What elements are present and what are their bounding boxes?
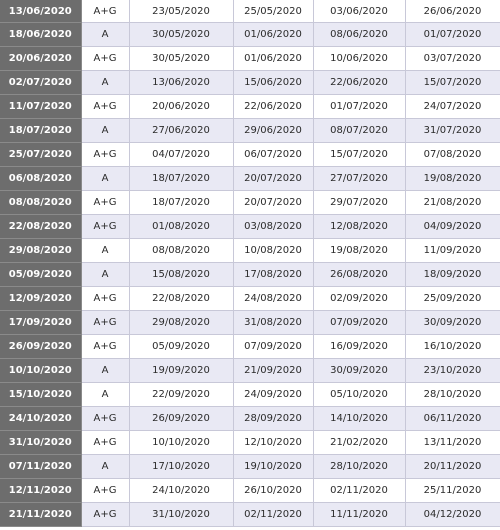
row-date-2: 19/10/2020 — [233, 455, 313, 479]
row-date: 22/08/2020 — [0, 215, 81, 239]
row-date: 15/10/2020 — [0, 383, 81, 407]
row-date-1: 31/10/2020 — [129, 503, 233, 527]
row-date-4: 25/09/2020 — [405, 287, 500, 311]
table-row — [0, 71, 500, 95]
row-type: A+G — [81, 431, 129, 455]
row-type: A+G — [81, 335, 129, 359]
row-date-1: 08/08/2020 — [129, 239, 233, 263]
row-date-4: 24/07/2020 — [405, 95, 500, 119]
row-date-4: 19/08/2020 — [405, 167, 500, 191]
table-row — [0, 47, 500, 71]
row-date-1: 10/10/2020 — [129, 431, 233, 455]
table-row — [0, 431, 500, 455]
row-type: A+G — [81, 407, 129, 431]
row-date-1: 30/05/2020 — [129, 47, 233, 71]
row-date-3: 28/10/2020 — [313, 455, 405, 479]
row-date-2: 24/08/2020 — [233, 287, 313, 311]
row-date-4: 30/09/2020 — [405, 311, 500, 335]
row-date-2: 15/06/2020 — [233, 71, 313, 95]
row-date-1: 20/06/2020 — [129, 95, 233, 119]
row-date-3: 16/09/2020 — [313, 335, 405, 359]
row-date-4: 23/10/2020 — [405, 359, 500, 383]
row-date-2: 26/10/2020 — [233, 479, 313, 503]
row-date-2: 28/09/2020 — [233, 407, 313, 431]
row-date-4: 07/08/2020 — [405, 143, 500, 167]
row-type: A+G — [81, 0, 129, 23]
row-date-3: 10/06/2020 — [313, 47, 405, 71]
row-type: A+G — [81, 191, 129, 215]
row-date-3: 03/06/2020 — [313, 0, 405, 23]
row-date-1: 22/09/2020 — [129, 383, 233, 407]
row-date: 24/10/2020 — [0, 407, 81, 431]
row-date-2: 24/09/2020 — [233, 383, 313, 407]
row-date-3: 07/09/2020 — [313, 311, 405, 335]
row-date-3: 30/09/2020 — [313, 359, 405, 383]
row-date-3: 15/07/2020 — [313, 143, 405, 167]
row-date: 10/10/2020 — [0, 359, 81, 383]
row-date: 31/10/2020 — [0, 431, 81, 455]
row-date-1: 13/06/2020 — [129, 71, 233, 95]
table-row — [0, 119, 500, 143]
table-row — [0, 0, 500, 23]
row-date-3: 14/10/2020 — [313, 407, 405, 431]
row-date-3: 08/07/2020 — [313, 119, 405, 143]
table-row — [0, 263, 500, 287]
row-date-2: 17/08/2020 — [233, 263, 313, 287]
row-date-3: 26/08/2020 — [313, 263, 405, 287]
row-date: 08/08/2020 — [0, 191, 81, 215]
row-date: 05/09/2020 — [0, 263, 81, 287]
row-date: 12/09/2020 — [0, 287, 81, 311]
table-row — [0, 287, 500, 311]
row-date-4: 04/09/2020 — [405, 215, 500, 239]
row-date-3: 12/08/2020 — [313, 215, 405, 239]
row-date-1: 30/05/2020 — [129, 23, 233, 47]
row-date-4: 18/09/2020 — [405, 263, 500, 287]
row-date-4: 11/09/2020 — [405, 239, 500, 263]
row-date-2: 29/06/2020 — [233, 119, 313, 143]
row-date-4: 03/07/2020 — [405, 47, 500, 71]
row-date-2: 01/06/2020 — [233, 47, 313, 71]
row-date-2: 01/06/2020 — [233, 23, 313, 47]
row-type: A — [81, 71, 129, 95]
row-date-1: 22/08/2020 — [129, 287, 233, 311]
row-date-4: 04/12/2020 — [405, 503, 500, 527]
table-row — [0, 359, 500, 383]
row-date-1: 29/08/2020 — [129, 311, 233, 335]
row-date: 11/07/2020 — [0, 95, 81, 119]
row-type: A+G — [81, 503, 129, 527]
row-date-1: 23/05/2020 — [129, 0, 233, 23]
row-date-3: 27/07/2020 — [313, 167, 405, 191]
row-date-2: 20/07/2020 — [233, 191, 313, 215]
row-date-3: 22/06/2020 — [313, 71, 405, 95]
row-date-1: 18/07/2020 — [129, 191, 233, 215]
row-date-3: 21/02/2020 — [313, 431, 405, 455]
row-date-1: 19/09/2020 — [129, 359, 233, 383]
row-date-1: 15/08/2020 — [129, 263, 233, 287]
row-date-2: 25/05/2020 — [233, 0, 313, 23]
row-type: A — [81, 383, 129, 407]
row-type: A — [81, 359, 129, 383]
table-row — [0, 503, 500, 527]
row-date-3: 05/10/2020 — [313, 383, 405, 407]
row-date-4: 20/11/2020 — [405, 455, 500, 479]
row-date: 26/09/2020 — [0, 335, 81, 359]
row-date-4: 28/10/2020 — [405, 383, 500, 407]
row-date-4: 06/11/2020 — [405, 407, 500, 431]
row-type: A+G — [81, 311, 129, 335]
row-date-4: 15/07/2020 — [405, 71, 500, 95]
row-type: A+G — [81, 95, 129, 119]
table-row — [0, 407, 500, 431]
table-row — [0, 455, 500, 479]
row-date-2: 20/07/2020 — [233, 167, 313, 191]
row-date-3: 02/11/2020 — [313, 479, 405, 503]
row-date-2: 06/07/2020 — [233, 143, 313, 167]
row-date: 18/06/2020 — [0, 23, 81, 47]
row-type: A+G — [81, 47, 129, 71]
row-type: A+G — [81, 287, 129, 311]
row-date: 25/07/2020 — [0, 143, 81, 167]
row-date-2: 21/09/2020 — [233, 359, 313, 383]
table-row — [0, 215, 500, 239]
row-type: A+G — [81, 479, 129, 503]
row-date-2: 31/08/2020 — [233, 311, 313, 335]
row-date-2: 02/11/2020 — [233, 503, 313, 527]
table-row — [0, 23, 500, 47]
row-date: 18/07/2020 — [0, 119, 81, 143]
row-date: 20/06/2020 — [0, 47, 81, 71]
row-date-1: 01/08/2020 — [129, 215, 233, 239]
table-row — [0, 191, 500, 215]
row-type: A — [81, 455, 129, 479]
row-date-1: 26/09/2020 — [129, 407, 233, 431]
row-type: A — [81, 263, 129, 287]
table-row — [0, 95, 500, 119]
row-type: A — [81, 119, 129, 143]
row-date-3: 29/07/2020 — [313, 191, 405, 215]
table-row — [0, 167, 500, 191]
row-type: A — [81, 23, 129, 47]
row-type: A+G — [81, 143, 129, 167]
row-date-4: 13/11/2020 — [405, 431, 500, 455]
row-date-1: 18/07/2020 — [129, 167, 233, 191]
row-date: 07/11/2020 — [0, 455, 81, 479]
row-date: 02/07/2020 — [0, 71, 81, 95]
row-date-2: 07/09/2020 — [233, 335, 313, 359]
row-date: 13/06/2020 — [0, 0, 81, 23]
row-date: 06/08/2020 — [0, 167, 81, 191]
row-date: 12/11/2020 — [0, 479, 81, 503]
table-row — [0, 479, 500, 503]
row-date-3: 02/09/2020 — [313, 287, 405, 311]
row-date-1: 04/07/2020 — [129, 143, 233, 167]
row-date-4: 31/07/2020 — [405, 119, 500, 143]
row-date-1: 17/10/2020 — [129, 455, 233, 479]
table-row — [0, 143, 500, 167]
row-date-1: 27/06/2020 — [129, 119, 233, 143]
row-date: 21/11/2020 — [0, 503, 81, 527]
row-date: 29/08/2020 — [0, 239, 81, 263]
row-date-4: 26/06/2020 — [405, 0, 500, 23]
row-type: A — [81, 167, 129, 191]
row-date-2: 12/10/2020 — [233, 431, 313, 455]
row-date-1: 24/10/2020 — [129, 479, 233, 503]
row-date: 17/09/2020 — [0, 311, 81, 335]
row-date-4: 16/10/2020 — [405, 335, 500, 359]
row-date-4: 01/07/2020 — [405, 23, 500, 47]
row-date-4: 21/08/2020 — [405, 191, 500, 215]
row-date-3: 19/08/2020 — [313, 239, 405, 263]
table-row — [0, 335, 500, 359]
row-date-1: 05/09/2020 — [129, 335, 233, 359]
row-date-4: 25/11/2020 — [405, 479, 500, 503]
row-date-2: 10/08/2020 — [233, 239, 313, 263]
table-row — [0, 311, 500, 335]
row-date-2: 03/08/2020 — [233, 215, 313, 239]
row-date-3: 11/11/2020 — [313, 503, 405, 527]
table-row — [0, 239, 500, 263]
row-type: A — [81, 239, 129, 263]
row-date-3: 08/06/2020 — [313, 23, 405, 47]
row-type: A+G — [81, 215, 129, 239]
table-row — [0, 383, 500, 407]
row-date-2: 22/06/2020 — [233, 95, 313, 119]
row-date-3: 01/07/2020 — [313, 95, 405, 119]
